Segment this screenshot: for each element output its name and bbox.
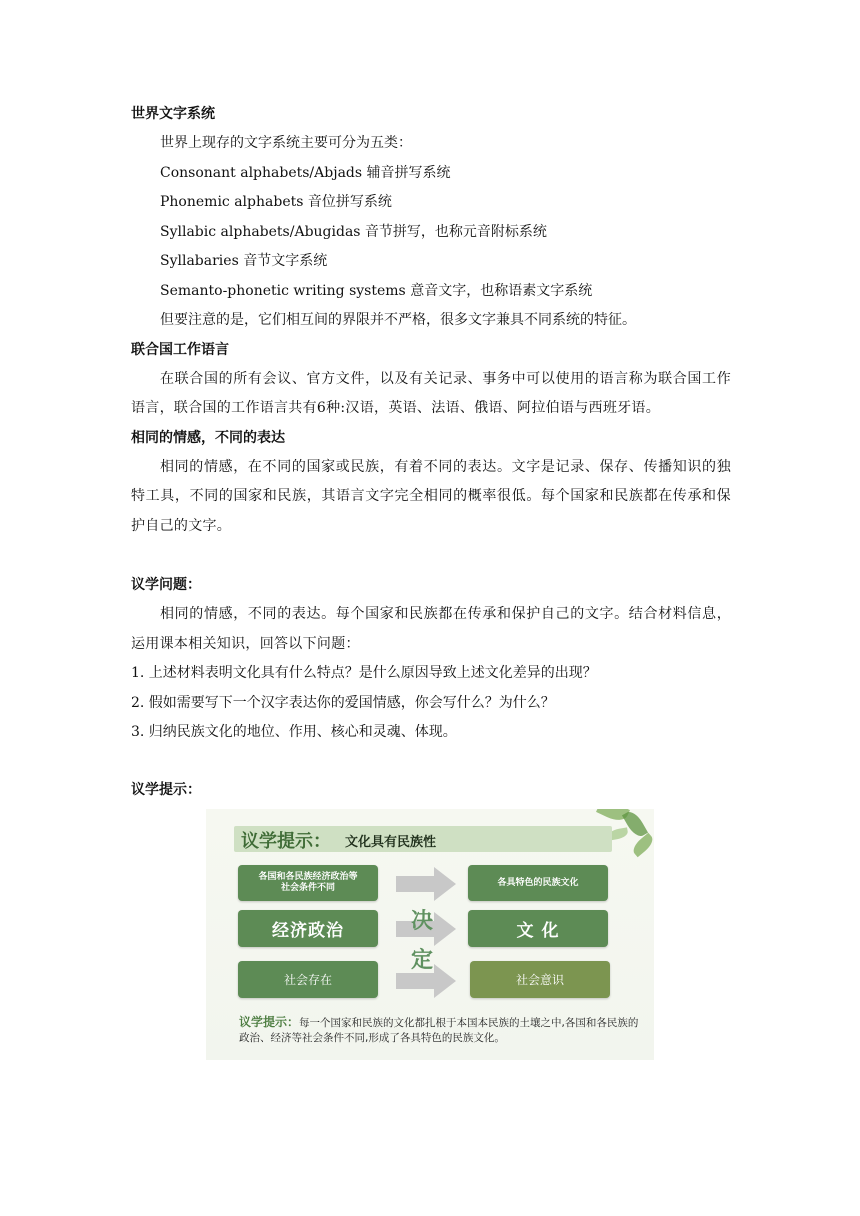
same-emotion-paragraph: 相同的情感，在不同的国家或民族，有着不同的表达。文字是记录、保存、传播知识的独特工具，不同的国家和民族，其语言文字完全相同的概率很低。每个国家和民族都在传承和保护自己的文字。 — [131, 458, 731, 534]
box-distinct-national-culture: 各具特色的民族文化 — [468, 865, 608, 901]
figure-title-text: 文化具有民族性 — [345, 835, 437, 850]
un-languages-paragraph: 在联合国的所有会议、官方文件，以及有关记录、事务中可以使用的语言称为联合国工作语言，联合国的工作语言共有6种:汉语，英语、法语、俄语、阿拉伯语与西班牙语。 — [131, 370, 731, 416]
box-culture: 文 化 — [468, 910, 608, 947]
document-body — [131, 100, 731, 805]
writing-systems-note: 但要注意的是，它们相互间的界限并不严格，很多文字兼具不同系统的特征。 — [160, 312, 636, 328]
writing-system-item: Syllabaries 音节文字系统 — [160, 253, 328, 269]
writing-system-item: Phonemic alphabets 音位拼写系统 — [160, 194, 392, 210]
decide-char: 定 — [411, 948, 434, 973]
box-social-consciousness: 社会意识 — [470, 961, 610, 998]
figure-note-text: 每一个国家和民族的文化都扎根于本国本民族的土壤之中,各国和各民族的政治、经济等社会条件不同,形成了各具特色的民族文化。 — [239, 1017, 639, 1044]
writing-systems-intro: 世界上现存的文字系统主要可分为五类： — [160, 135, 412, 151]
leaf-decoration — [630, 833, 654, 858]
spacer — [131, 748, 731, 776]
section-heading-writing-systems: 世界文字系统 — [131, 106, 215, 122]
questions-intro: 相同的情感，不同的表达。每个国家和民族都在传承和保护自己的文字。结合材料信息，运用课本相关知识，回答以下问题： — [131, 606, 731, 652]
question-item: 3. 归纳民族文化的地位、作用、核心和灵魂、体现。 — [131, 724, 457, 740]
hint-figure — [206, 809, 654, 1060]
section-heading-same-emotion: 相同的情感，不同的表达 — [131, 429, 285, 446]
writing-system-item: Semanto-phonetic writing systems 意音文字，也称语素文字系统 — [160, 282, 593, 299]
figure-note-label: 议学提示： — [239, 1015, 300, 1029]
figure-title-band — [234, 826, 612, 852]
box-social-existence: 社会存在 — [238, 961, 378, 998]
figure-note — [239, 1015, 639, 1046]
question-item: 1. 上述材料表明文化具有什么特点？是什么原因导致上述文化差异的出现？ — [131, 665, 597, 681]
decide-char: 决 — [411, 909, 434, 934]
questions-heading: 议学问题： — [131, 577, 201, 593]
figure-title-label: 议学提示： — [241, 831, 331, 852]
section-heading-un-languages: 联合国工作语言 — [131, 341, 229, 358]
arrow-right-icon — [396, 867, 456, 901]
box-economy-politics: 经济政治 — [238, 910, 378, 947]
writing-system-item: Syllabic alphabets/Abugidas 音节拼写，也称元音附标系统 — [160, 223, 547, 240]
hint-heading: 议学提示： — [131, 781, 201, 798]
writing-system-item: Consonant alphabets/Abjads 辅音拼写系统 — [160, 164, 451, 181]
box-social-conditions: 各国和各民族经济政治等 社会条件不同 — [238, 865, 378, 901]
spacer — [131, 541, 731, 571]
question-item: 2. 假如需要写下一个汉字表达你的爱国情感，你会写什么？为什么？ — [131, 694, 555, 711]
